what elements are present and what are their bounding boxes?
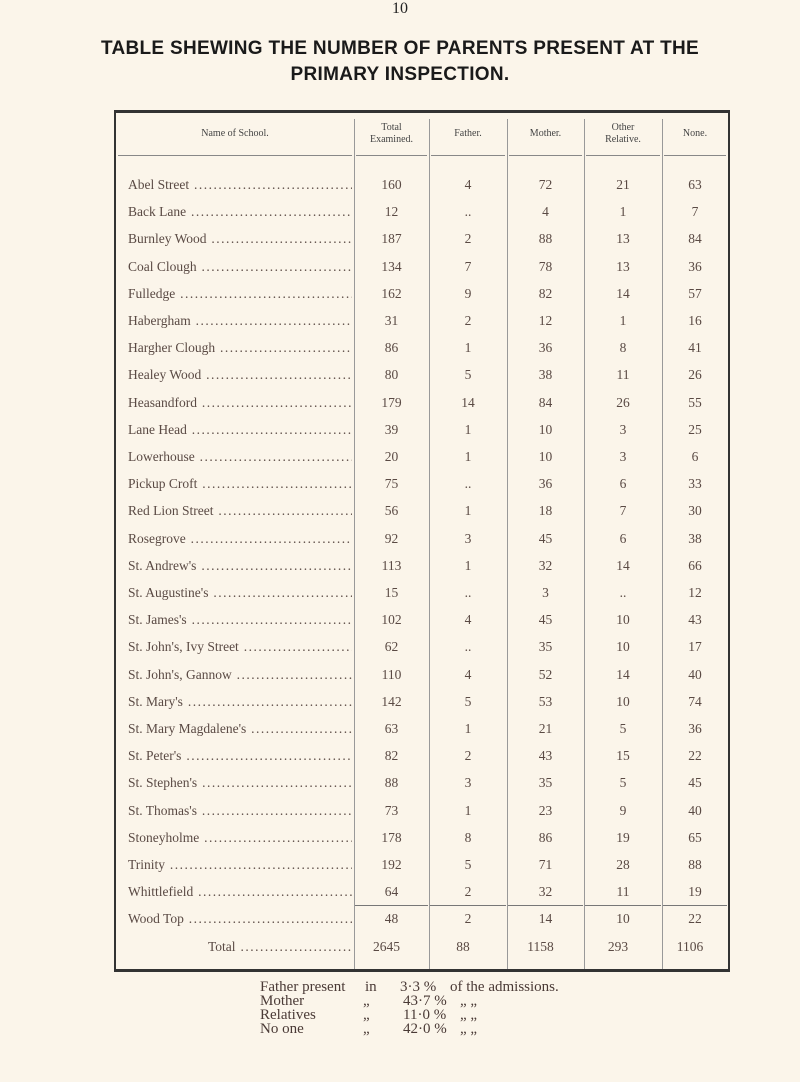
column-header: Father. <box>454 128 482 139</box>
cell-value: 41 <box>688 340 702 356</box>
cell-value: 38 <box>538 367 553 383</box>
cell-value: 18 <box>538 503 553 519</box>
table-row <box>116 612 728 632</box>
cell-value: 6 <box>619 476 627 492</box>
table-row <box>116 803 728 823</box>
total-value: 293 <box>607 939 629 954</box>
cell-value: 110 <box>381 666 402 682</box>
header-rule <box>664 155 726 156</box>
header-rule <box>356 155 427 156</box>
table-row <box>116 748 728 768</box>
table-row <box>116 367 728 387</box>
summary-text: 3·3 % <box>400 979 437 995</box>
cell-value: 30 <box>688 503 702 519</box>
cell-value: 15 <box>616 748 630 764</box>
cell-value: 6 <box>691 449 699 464</box>
cell-value: .. <box>464 204 472 220</box>
school-name: Hargher Clough ..... <box>128 340 352 356</box>
school-name: Habergham ..... <box>128 313 352 329</box>
cell-value: .. <box>464 585 472 600</box>
header-rule <box>586 155 660 156</box>
cell-value: 5 <box>619 721 627 736</box>
cell-value: 92 <box>384 530 399 546</box>
cell-value: 52 <box>538 666 553 682</box>
summary-text: „ <box>363 1021 370 1037</box>
cell-value: 16 <box>688 313 702 328</box>
cell-value: 74 <box>688 693 702 709</box>
table-row <box>116 449 728 469</box>
school-name: St. Mary's ..... <box>128 694 352 710</box>
cell-value: 8 <box>619 340 627 356</box>
cell-value: 48 <box>384 911 399 927</box>
cell-value: 1 <box>464 421 472 437</box>
cell-value: 36 <box>688 721 702 736</box>
table-row <box>116 585 728 605</box>
cell-value: 1 <box>464 802 472 818</box>
total-rule <box>585 905 661 906</box>
summary-text: 42·0 % <box>403 1021 447 1037</box>
cell-value: 32 <box>538 884 553 900</box>
cell-value: 63 <box>384 721 399 736</box>
total-row <box>116 939 728 959</box>
cell-value: 36 <box>538 340 553 356</box>
header-rule <box>118 155 352 156</box>
cell-value: 23 <box>538 802 553 818</box>
cell-value: 26 <box>688 367 702 383</box>
cell-value: 14 <box>616 285 630 301</box>
column-header: Other Relative. <box>605 122 641 145</box>
cell-value: 25 <box>688 421 702 437</box>
summary-text: „ <box>363 993 370 1009</box>
cell-value: 1 <box>464 340 472 356</box>
cell-value: 21 <box>616 177 630 192</box>
cell-value: 10 <box>538 421 553 437</box>
column-header: Total Examined. <box>369 122 414 145</box>
cell-value: 43 <box>688 612 702 628</box>
cell-value: 73 <box>384 802 399 818</box>
table-row <box>116 857 728 877</box>
cell-value: 22 <box>688 748 702 764</box>
cell-value: 179 <box>381 394 402 410</box>
school-name: Pickup Croft ..... <box>128 476 352 492</box>
table-row <box>116 694 728 714</box>
school-name: St. John's, Gannow ..... <box>128 667 352 683</box>
cell-value: 36 <box>538 476 553 492</box>
cell-value: 33 <box>688 476 702 492</box>
table-row <box>116 830 728 850</box>
cell-value: 10 <box>616 639 630 655</box>
cell-value: 80 <box>384 367 399 383</box>
cell-value: 19 <box>616 829 630 845</box>
cell-value: 82 <box>384 748 399 764</box>
cell-value: 10 <box>616 693 630 709</box>
cell-value: 6 <box>619 530 627 546</box>
summary-text: Relatives <box>260 1007 316 1023</box>
cell-value: 20 <box>384 449 399 464</box>
cell-value: 40 <box>688 802 702 818</box>
cell-value: 12 <box>384 204 399 220</box>
cell-value: 7 <box>464 258 472 274</box>
cell-value: 22 <box>688 911 702 927</box>
cell-value: 45 <box>538 530 553 546</box>
cell-value: 7 <box>691 204 699 220</box>
school-name: St. Andrew's ..... <box>128 558 352 574</box>
school-name: Lowerhouse ..... <box>128 449 352 465</box>
school-name: Wood Top ..... <box>128 911 352 927</box>
cell-value: 36 <box>688 258 702 274</box>
cell-value: 28 <box>616 857 630 872</box>
school-name: St. Augustine's ..... <box>128 585 352 601</box>
cell-value: .. <box>619 585 627 600</box>
cell-value: 66 <box>688 557 702 573</box>
cell-value: 35 <box>538 639 553 655</box>
cell-value: 40 <box>688 666 702 682</box>
cell-value: 3 <box>619 449 627 464</box>
cell-value: 1 <box>619 204 627 220</box>
cell-value: 65 <box>688 829 702 845</box>
total-value: 1106 <box>676 939 704 954</box>
summary-text: Mother <box>260 993 305 1009</box>
cell-value: 2 <box>464 313 472 328</box>
school-name: St. John's, Ivy Street ..... <box>128 639 352 655</box>
cell-value: 5 <box>464 367 472 383</box>
total-rule <box>430 905 506 906</box>
summary-text: „ „ <box>460 1021 478 1037</box>
school-name: St. James's ..... <box>128 612 352 628</box>
cell-value: 14 <box>616 666 630 682</box>
cell-value: 55 <box>688 394 702 410</box>
total-label: Total ..... <box>208 939 352 955</box>
table-title: TABLE SHEWING THE NUMBER OF PARENTS PRESENT AT THE <box>100 38 700 59</box>
cell-value: 113 <box>381 557 402 573</box>
cell-value: 35 <box>538 775 553 791</box>
school-name: Coal Clough ..... <box>128 259 352 275</box>
table-row <box>116 340 728 360</box>
total-value: 2645 <box>373 939 400 954</box>
school-name: St. Peter's ..... <box>128 748 352 764</box>
cell-value: 57 <box>688 285 702 301</box>
table-row <box>116 204 728 224</box>
school-name: St. Thomas's ..... <box>128 803 352 819</box>
school-name: Heasandford ..... <box>128 395 352 411</box>
cell-value: 14 <box>461 394 475 410</box>
cell-value: 1 <box>464 721 472 736</box>
summary-text: No one <box>260 1021 304 1037</box>
cell-value: 10 <box>538 449 553 464</box>
cell-value: 10 <box>616 911 630 927</box>
cell-value: 62 <box>384 639 399 655</box>
school-name: Stoneyholme ..... <box>128 830 352 846</box>
school-name: Abel Street ..... <box>128 177 352 193</box>
cell-value: 12 <box>688 585 702 600</box>
cell-value: 88 <box>688 857 702 872</box>
cell-value: 8 <box>464 829 472 845</box>
cell-value: 3 <box>464 530 472 546</box>
cell-value: 11 <box>616 367 630 383</box>
cell-value: 45 <box>538 612 553 628</box>
cell-value: 82 <box>538 285 553 301</box>
table-row <box>116 558 728 578</box>
cell-value: 15 <box>384 585 399 600</box>
cell-value: 75 <box>384 476 399 492</box>
table-row <box>116 286 728 306</box>
cell-value: 160 <box>381 177 402 192</box>
cell-value: 43 <box>538 748 553 764</box>
summary-text: „ <box>363 1007 370 1023</box>
cell-value: 192 <box>381 857 402 872</box>
school-name: Red Lion Street ..... <box>128 503 352 519</box>
school-name: Healey Wood ..... <box>128 367 352 383</box>
page-number: 10 <box>392 0 408 17</box>
cell-value: 142 <box>381 693 402 709</box>
cell-value: 1 <box>619 313 627 328</box>
table-row <box>116 422 728 442</box>
column-header: Mother. <box>529 128 562 139</box>
cell-value: 3 <box>464 775 472 791</box>
cell-value: 12 <box>538 313 553 328</box>
cell-value: 86 <box>384 340 399 356</box>
cell-value: 187 <box>381 231 402 247</box>
cell-value: 10 <box>616 612 630 628</box>
summary-text: in <box>365 979 377 995</box>
cell-value: 88 <box>384 775 399 791</box>
table-row <box>116 476 728 496</box>
column-header: None. <box>682 128 708 139</box>
cell-value: 5 <box>464 857 472 872</box>
cell-value: 64 <box>384 884 399 900</box>
cell-value: 14 <box>616 557 630 573</box>
cell-value: 63 <box>688 177 702 192</box>
cell-value: 1 <box>464 449 472 464</box>
summary-text: „ „ <box>460 993 478 1009</box>
cell-value: 19 <box>688 884 702 900</box>
cell-value: 84 <box>688 231 702 247</box>
cell-value: 39 <box>384 421 399 437</box>
total-rule <box>508 905 583 906</box>
summary-text: of the admissions. <box>450 979 559 995</box>
cell-value: 14 <box>538 911 553 927</box>
cell-value: 11 <box>616 884 630 900</box>
school-name: Burnley Wood ..... <box>128 231 352 247</box>
cell-value: 86 <box>538 829 553 845</box>
cell-value: 2 <box>464 911 472 927</box>
summary-text: 43·7 % <box>403 993 447 1009</box>
table-row <box>116 503 728 523</box>
summary-text: „ „ <box>460 1007 478 1023</box>
cell-value: 13 <box>616 258 630 274</box>
table-row <box>116 259 728 279</box>
cell-value: 4 <box>464 666 472 682</box>
cell-value: 7 <box>619 503 627 519</box>
cell-value: 17 <box>688 639 702 655</box>
cell-value: 2 <box>464 231 472 247</box>
cell-value: 84 <box>538 394 553 410</box>
table-row <box>116 395 728 415</box>
cell-value: 78 <box>538 258 553 274</box>
school-name: Whittlefield ..... <box>128 884 352 900</box>
cell-value: 21 <box>538 721 553 736</box>
total-rule <box>663 905 727 906</box>
cell-value: 32 <box>538 557 553 573</box>
table-row <box>116 231 728 251</box>
table-row <box>116 313 728 333</box>
school-name: St. Stephen's ..... <box>128 775 352 791</box>
cell-value: 31 <box>384 313 399 328</box>
cell-value: 88 <box>538 231 553 247</box>
cell-value: 9 <box>619 802 627 818</box>
cell-value: 71 <box>538 857 553 872</box>
cell-value: 72 <box>538 177 553 192</box>
cell-value: 5 <box>619 775 627 791</box>
school-name: Back Lane ..... <box>128 204 352 220</box>
school-name: Rosegrove ..... <box>128 531 352 547</box>
school-name: Fulledge ..... <box>128 286 352 302</box>
total-rule <box>355 905 428 906</box>
cell-value: 3 <box>619 421 627 437</box>
cell-value: 45 <box>688 775 702 791</box>
cell-value: 38 <box>688 530 702 546</box>
cell-value: 56 <box>384 503 399 519</box>
table-row <box>116 775 728 795</box>
cell-value: 4 <box>464 177 472 192</box>
table-title-line2: PRIMARY INSPECTION. <box>290 64 510 85</box>
school-name: Lane Head ..... <box>128 422 352 438</box>
cell-value: 53 <box>538 693 553 709</box>
parents-table <box>114 110 730 972</box>
cell-value: 162 <box>381 285 402 301</box>
table-row <box>116 177 728 197</box>
cell-value: 4 <box>542 204 549 220</box>
cell-value: 13 <box>616 231 630 247</box>
cell-value: 3 <box>542 585 549 600</box>
school-name: Trinity ..... <box>128 857 352 873</box>
table-row <box>116 721 728 741</box>
cell-value: 134 <box>381 258 402 274</box>
header-rule <box>431 155 505 156</box>
table-row <box>116 911 728 931</box>
school-name: St. Mary Magdalene's ..... <box>128 721 352 737</box>
total-value: 88 <box>456 939 470 954</box>
cell-value: 9 <box>464 285 472 301</box>
cell-value: 102 <box>381 612 402 628</box>
cell-value: 2 <box>464 748 472 764</box>
table-row <box>116 531 728 551</box>
total-value: 1158 <box>527 939 554 954</box>
cell-value: 26 <box>616 394 630 410</box>
cell-value: 1 <box>464 503 472 519</box>
cell-value: 4 <box>464 612 472 628</box>
cell-value: 5 <box>464 693 472 709</box>
column-header: Name of School. <box>201 128 269 139</box>
table-row <box>116 667 728 687</box>
cell-value: .. <box>464 639 472 655</box>
cell-value: 1 <box>464 557 472 573</box>
cell-value: 178 <box>381 829 402 845</box>
table-row <box>116 884 728 904</box>
cell-value: 2 <box>464 884 472 900</box>
summary-text: Father present <box>260 979 346 995</box>
summary-text: 11·0 % <box>403 1007 447 1023</box>
header-rule <box>509 155 582 156</box>
table-row <box>116 639 728 659</box>
cell-value: .. <box>464 476 472 492</box>
